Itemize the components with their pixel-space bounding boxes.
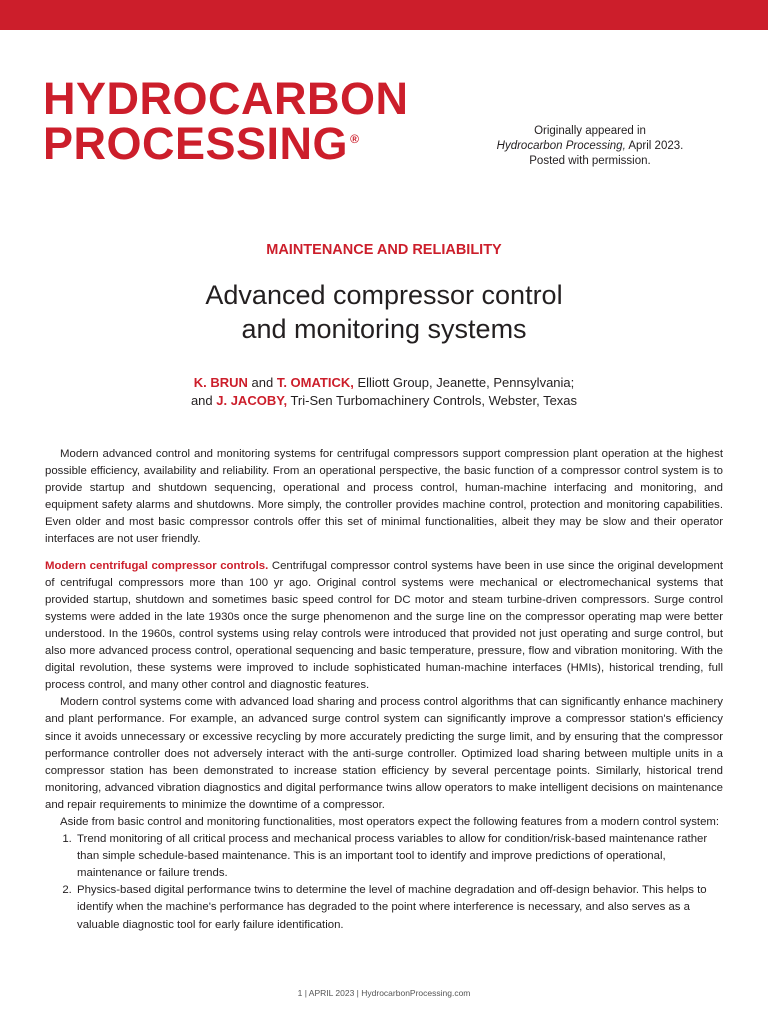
author-name: T. OMATICK,: [276, 375, 354, 390]
feature-list: [45, 831, 723, 934]
body-paragraph: Modern control systems come with advanced load sharing and process control algorithms that can significantly enhance machinery and plant performance. For example, an advanced surge control system can significantly improve a compressor station's efficiency since it avoids unnecessary or excessive recycling by more accurately predicting the surge limit, and by ensuring that the compressor performance controller does not adversely interact with the anti-surge controller. Optimized load sharing between multiple units in a compressor station has been demonstrated to increase station efficiency by several percentage points. Similarly, historical trend monitoring, advanced vibration diagnostics and digital performance twins allow operators to make intelligent decisions on maintenance and repair requirements to minimize the downtime of a compressor.: [45, 696, 723, 811]
byline-line-2: and J. JACOBY, Tri-Sen Turbomachinery Controls, Webster, Texas: [190, 393, 578, 408]
logo-line-1: HYDROCARBON: [43, 73, 409, 124]
logo-line-2: PROCESSING ®: [43, 118, 360, 169]
article-body: [45, 446, 723, 934]
author-affiliation: Elliott Group, Jeanette, Pennsylvania;: [353, 375, 575, 390]
section-label: MAINTENANCE AND RELIABILITY: [266, 242, 502, 258]
title-line-1: Advanced compressor control: [205, 280, 563, 310]
credit-line-3: Posted with permission.: [529, 155, 651, 167]
byline-line-1: K. BRUN and T. OMATICK, Elliott Group, Jeanette, Pennsylvania;: [193, 375, 575, 390]
publication-logo: [43, 73, 409, 169]
article-title: [0, 278, 768, 346]
top-color-bar: [0, 0, 768, 30]
body-paragraph: Aside from basic control and monitoring functionalities, most operators expect the following features from a modern control system:: [60, 815, 720, 828]
credit-date: April 2023.: [625, 140, 684, 152]
page-footer: 1 | APRIL 2023 | HydrocarbonProcessing.com: [297, 988, 471, 998]
intro-paragraph: Modern advanced control and monitoring systems for centrifugal compressors support compression plant operation at the highest possible efficiency, availability and reliability. From an operational perspective, the basic function of a compressor control system is to provide startup and shutdown sequencing, operational and process control, human-machine interfacing and monitoring, and equipment safety alarms and shutdowns. More simply, the controller provides machine control, protection and monitoring capabilities. Even older and most basic compressor controls offer this set of minimal functionalities, albeit they may be slow and their operator interfaces are not user friendly.: [45, 448, 723, 546]
list-item: 1. Trend monitoring of all critical process and mechanical process variables to allow for condition/risk-based maintenance rather than simple schedule-based maintenance. This is an important tool to identify and improve predictions of operational, maintenance or failure trends.: [75, 831, 723, 882]
registered-mark: ®: [350, 132, 360, 146]
author-name: K. BRUN: [193, 375, 248, 390]
title-line-2: and monitoring systems: [241, 314, 527, 344]
author-affiliation: Tri-Sen Turbomachinery Controls, Webster, Texas: [287, 393, 578, 408]
list-item: 2. Physics-based digital performance twins to determine the level of machine degradation and off-design behavior. This helps to identify when the machine's performance has degraded to the point where interference is necessary, and also serves as a valuable diagnostic tool for early failure identification.: [75, 882, 723, 933]
subsection-heading: Modern centrifugal compressor controls.: [45, 559, 269, 572]
author-name: J. JACOBY,: [216, 393, 288, 408]
author-byline: [0, 374, 768, 410]
body-paragraph: Modern centrifugal compressor controls. Centrifugal compressor control systems have been in use since the original development of centrifugal compressors more than 100 yr ago. Original control systems were mechanical or electromechanical systems that provided startup, shutdown and sometimes basic speed control for DC motor and steam turbine-driven compressors. Surge control systems were added in the late 1930s once the surge phenomenon and the surge line on the compressor operating map were better understood. In the 1960s, control systems using relay controls were introduced that provided not just operating and surge control, but also more advanced process control, operational sequencing and basic temperature, pressure, flow and vibration monitoring. With the digital revolution, these systems were improved to include sophisticated human-machine interfaces (HMIs), historical trending, full process control, and many other control and diagnostic features.: [45, 559, 723, 692]
credit-line-2: [470, 139, 710, 154]
reprint-credit: [470, 124, 710, 169]
credit-line-1: Originally appeared in: [534, 125, 646, 137]
credit-publication: Hydrocarbon Processing,: [496, 140, 626, 152]
